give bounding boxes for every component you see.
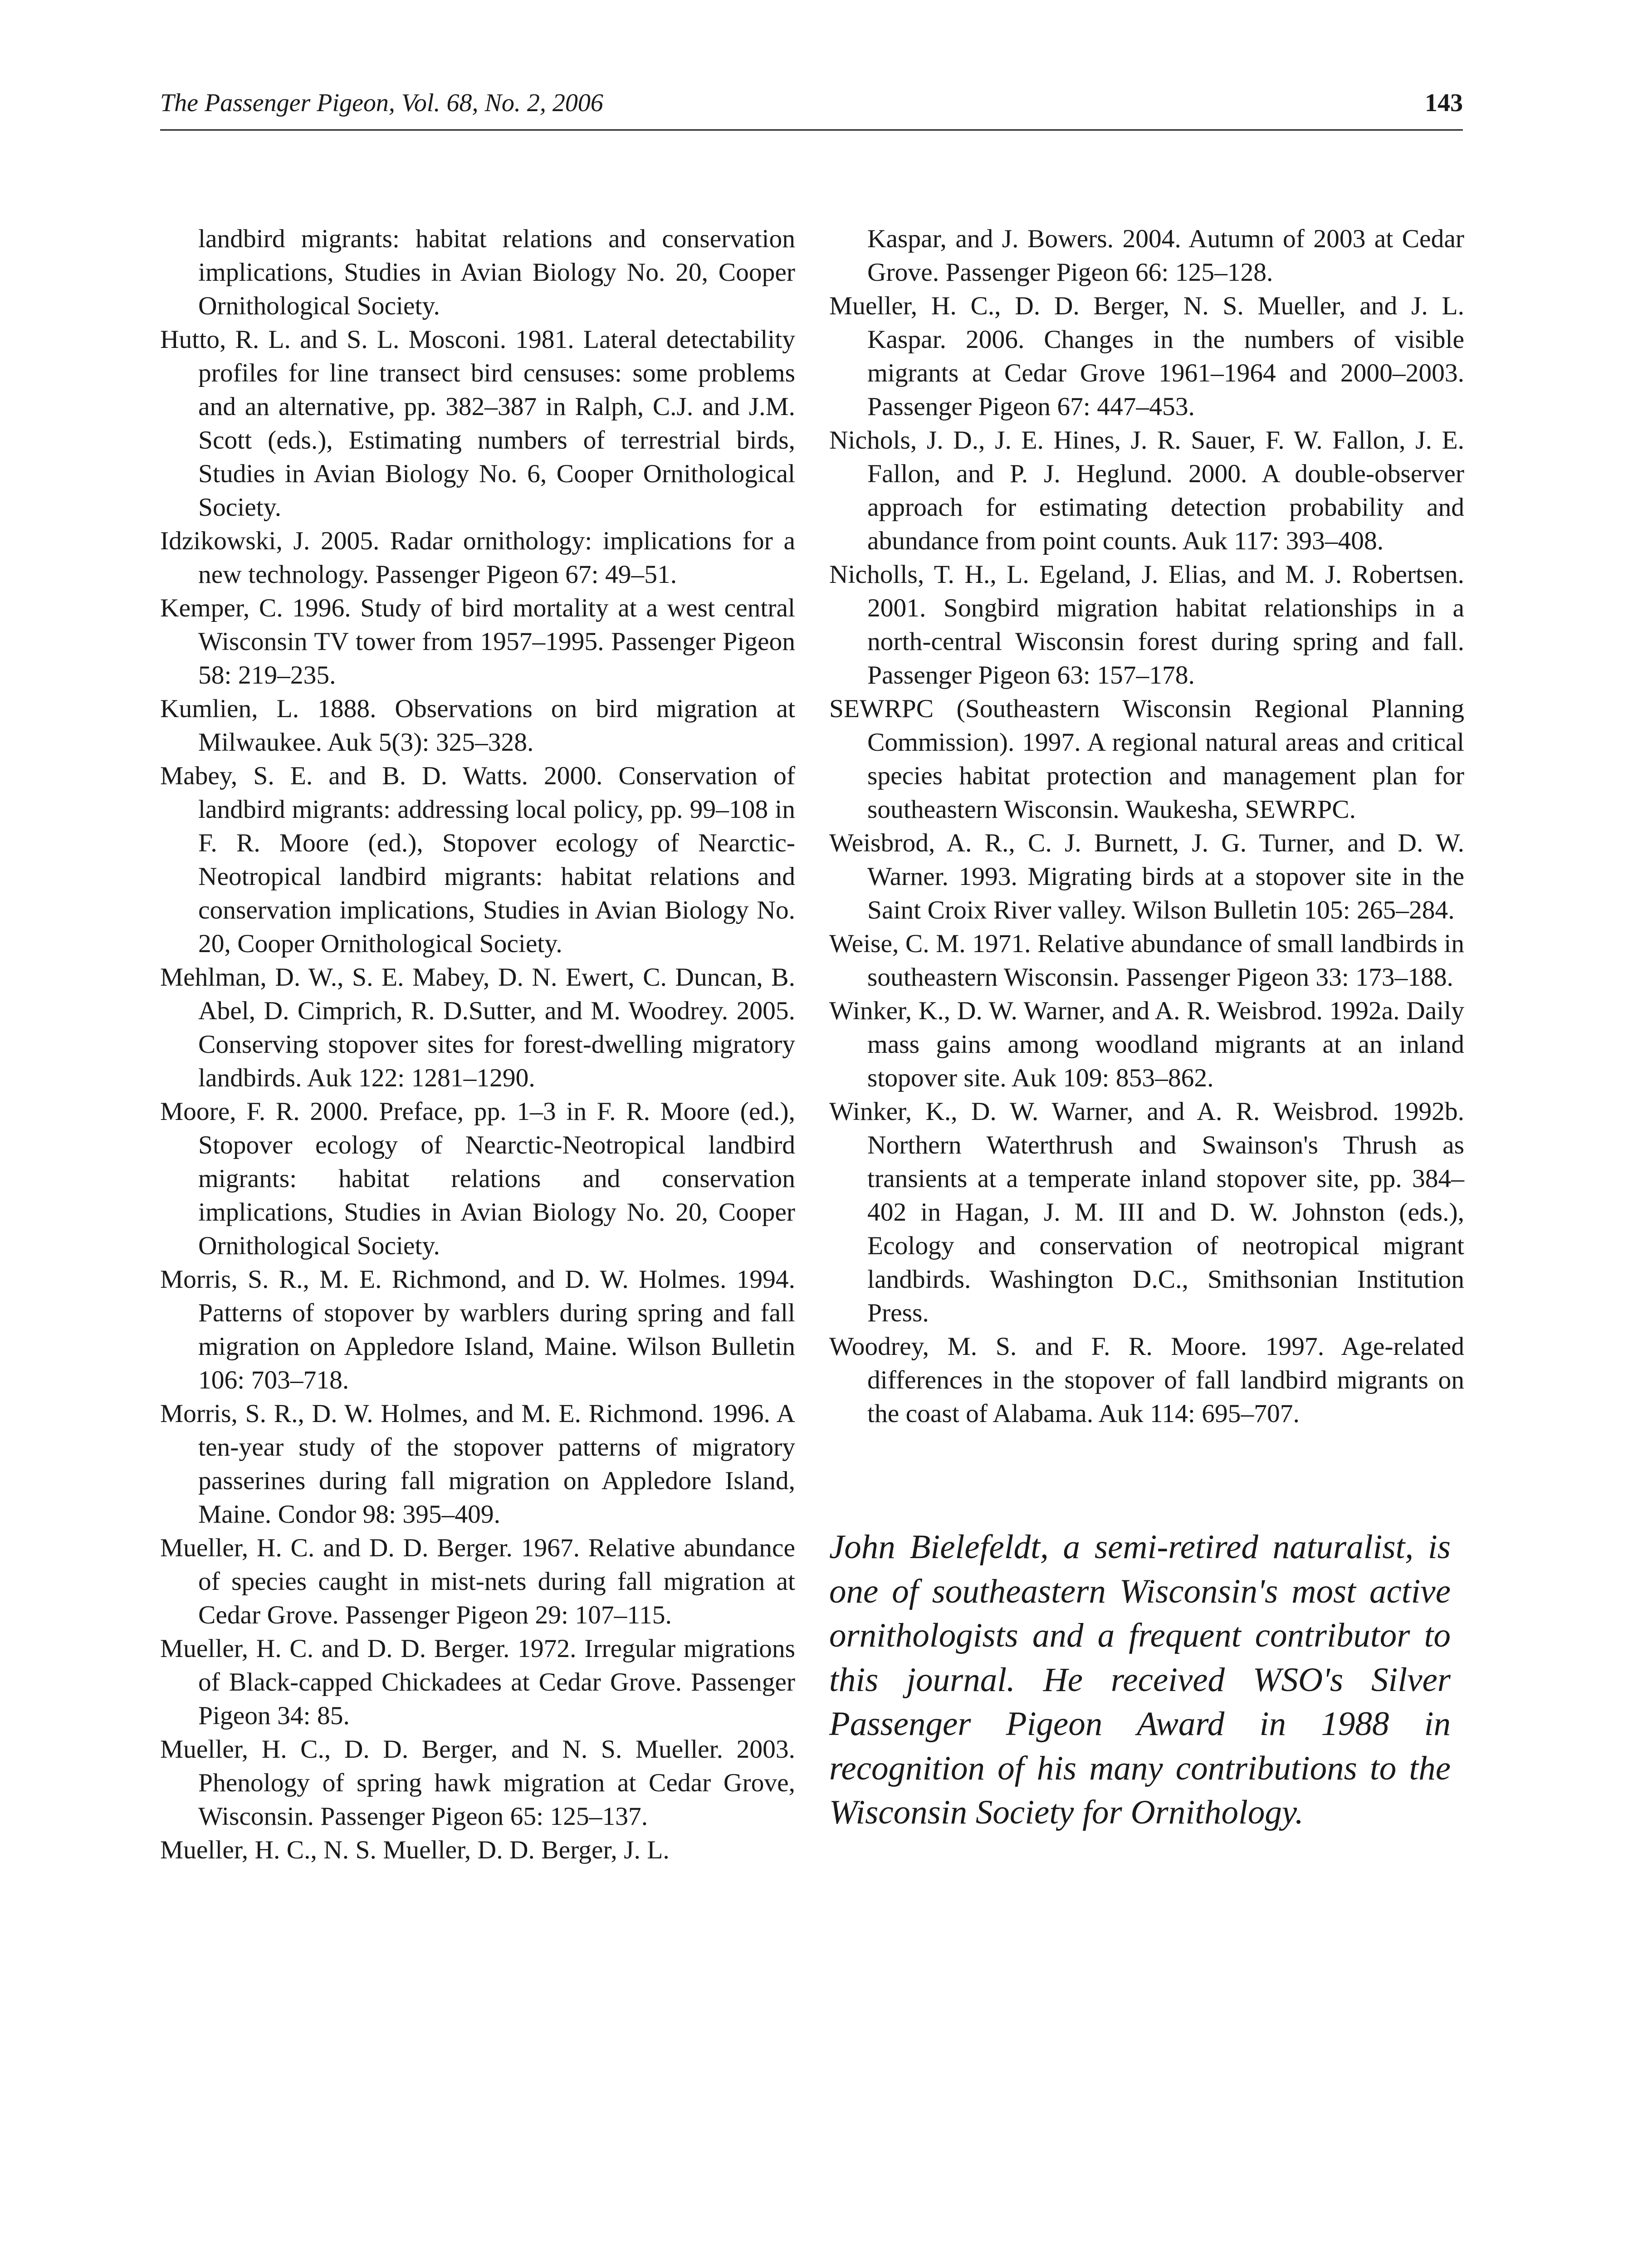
reference-entry: Mehlman, D. W., S. E. Mabey, D. N. Ewert, C. Duncan, B. Abel, D. Cimprich, R. D.Sutter, and M. Woodrey. 2005. Conserving stopover sites for forest-dwelling migratory landbirds. Auk 122: 1281–1290. [160, 963, 795, 1092]
reference-entry: Mueller, H. C., D. D. Berger, N. S. Mueller, and J. L. Kaspar. 2006. Changes in the numbers of visible migrants at Cedar Grove 1961–1964 and 2000–2003. Passenger Pigeon 67: 447–453. [829, 292, 1464, 421]
left-column [160, 222, 795, 1867]
right-column [829, 222, 1464, 1869]
reference-entry: Kumlien, L. 1888. Observations on bird migration at Milwaukee. Auk 5(3): 325–328. [160, 694, 795, 757]
reference-entry: Idzikowski, J. 2005. Radar ornithology: implications for a new technology. Passenger Pigeon 67: 49–51. [160, 527, 795, 589]
reference-entry: Mueller, H. C. and D. D. Berger. 1972. Irregular migrations of Black-capped Chickadees at Cedar Grove. Passenger Pigeon 34: 85. [160, 1634, 795, 1730]
reference-entry: Weise, C. M. 1971. Relative abundance of small landbirds in southeastern Wisconsin. Passenger Pigeon 33: 173–188. [829, 929, 1464, 992]
reference-entry: Woodrey, M. S. and F. R. Moore. 1997. Age-related differences in the stopover of fall landbird migrants on the coast of Alabama. Auk 114: 695–707. [829, 1332, 1464, 1428]
reference-entry: Mueller, H. C. and D. D. Berger. 1967. Relative abundance of species caught in mist-nets during fall migration at Cedar Grove. Passenger Pigeon 29: 107–115. [160, 1534, 795, 1629]
reference-entry: Weisbrod, A. R., C. J. Burnett, J. G. Turner, and D. W. Warner. 1993. Migrating birds at a stopover site in the Saint Croix River valley. Wilson Bulletin 105: 265–284. [829, 829, 1464, 924]
reference-continued: landbird migrants: habitat relations and conservation implications, Studies in Avian Biology No. 20, Cooper Ornithological Society. [198, 225, 795, 320]
reference-entry: Winker, K., D. W. Warner, and A. R. Weisbrod. 1992b. Northern Waterthrush and Swainson's Thrush as transients at a temperate inland stopover site, pp. 384–402 in Hagan, J. M. III and D. W. Johnston (eds.), Ecology and conservation of neotropical migrant landbirds. Washington D.C., Smithsonian Institution Press. [829, 1097, 1464, 1327]
reference-entry: Moore, F. R. 2000. Preface, pp. 1–3 in F. R. Moore (ed.), Stopover ecology of Nearctic-Neotropical landbird migrants: habitat relations and conservation implications, Studies in Avian Biology No. 20, Cooper Ornithological Society. [160, 1097, 795, 1260]
reference-entry: Kemper, C. 1996. Study of bird mortality at a west central Wisconsin TV tower from 1957–1995. Passenger Pigeon 58: 219–235. [160, 594, 795, 689]
journal-title: The Passenger Pigeon, Vol. 68, No. 2, 2006 [160, 89, 603, 117]
reference-entry: Mueller, H. C., N. S. Mueller, D. D. Berger, J. L. [160, 1836, 670, 1864]
running-header [160, 88, 1463, 131]
reference-entry: Morris, S. R., D. W. Holmes, and M. E. Richmond. 1996. A ten-year study of the stopover patterns of migratory passerines during fall migration on Appledore Island, Maine. Condor 98: 395–409. [160, 1399, 795, 1529]
reference-entry: Nichols, J. D., J. E. Hines, J. R. Sauer, F. W. Fallon, J. E. Fallon, and P. J. Heglund. 2000. A double-observer approach for estimating detection probability and abundance from point counts. Auk 117: 393–408. [829, 426, 1464, 555]
page-number: 143 [1425, 89, 1463, 117]
reference-entry: SEWRPC (Southeastern Wisconsin Regional Planning Commission). 1997. A regional natural areas and critical species habitat protection and management plan for southeastern Wisconsin. Waukesha, SEWRPC. [829, 694, 1464, 824]
reference-entry: Hutto, R. L. and S. L. Mosconi. 1981. Lateral detectability profiles for line transect bird censuses: some problems and an alternative, pp. 382–387 in Ralph, C.J. and J.M. Scott (eds.), Estimating numbers of terrestrial birds, Studies in Avian Biology No. 6, Cooper Ornithological Society. [160, 325, 795, 522]
reference-entry: Nicholls, T. H., L. Egeland, J. Elias, and M. J. Robertsen. 2001. Songbird migration habitat relationships in a north-central Wisconsin forest during spring and fall. Passenger Pigeon 63: 157–178. [829, 560, 1464, 689]
reference-continued: Kaspar, and J. Bowers. 2004. Autumn of 2003 at Cedar Grove. Passenger Pigeon 66: 125–128. [867, 225, 1464, 287]
reference-entry: Winker, K., D. W. Warner, and A. R. Weisbrod. 1992a. Daily mass gains among woodland migrants at an inland stopover site. Auk 109: 853–862. [829, 997, 1464, 1092]
reference-entry: Mueller, H. C., D. D. Berger, and N. S. Mueller. 2003. Phenology of spring hawk migration at Cedar Grove, Wisconsin. Passenger Pigeon 65: 125–137. [160, 1735, 795, 1831]
reference-entry: Morris, S. R., M. E. Richmond, and D. W. Holmes. 1994. Patterns of stopover by warblers during spring and fall migration on Appledore Island, Maine. Wilson Bulletin 106: 703–718. [160, 1265, 795, 1394]
reference-entry: Mabey, S. E. and B. D. Watts. 2000. Conservation of landbird migrants: addressing local policy, pp. 99–108 in F. R. Moore (ed.), Stopover ecology of Nearctic-Neotropical landbird migrants: habitat relations and conservation implications, Studies in Avian Biology No. 20, Cooper Ornithological Society. [160, 762, 795, 958]
author-bio: John Bielefeldt, a semi-retired naturalist, is one of southeastern Wisconsin's most active ornithologists and a frequent contributor to this journal. He received WSO's Silver Passenger Pigeon Award in 1988 in recognition of his many contributions to the Wisconsin Society for Ornithology. [829, 1528, 1451, 1831]
